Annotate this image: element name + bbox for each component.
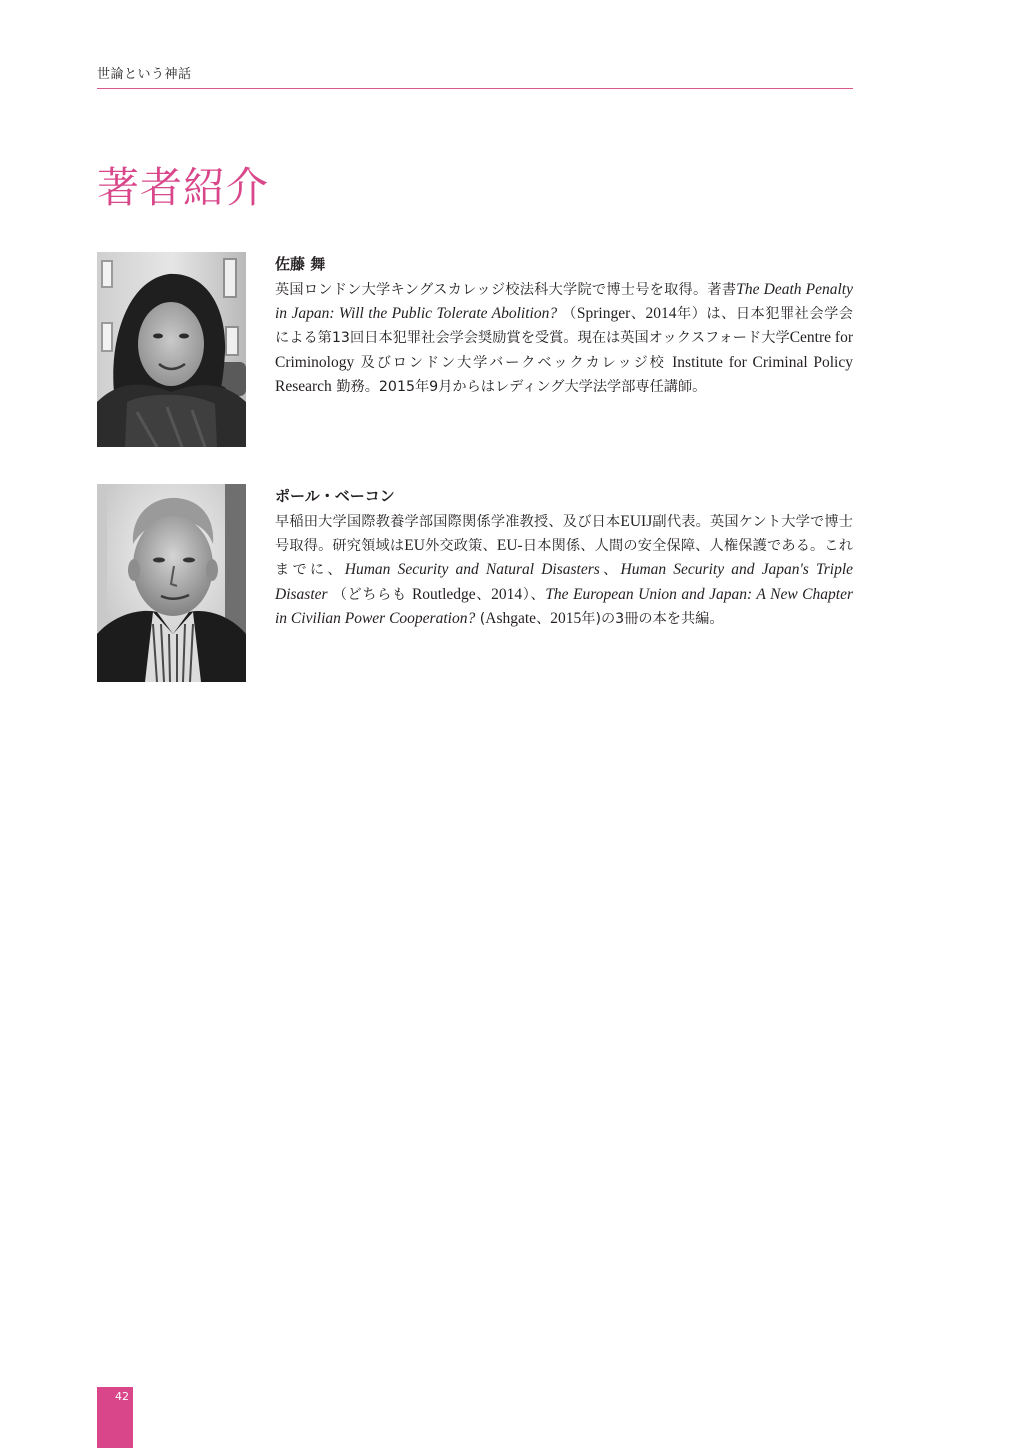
running-header: 世論という神話: [97, 67, 192, 82]
bio-latin-text: 2014: [491, 585, 523, 603]
bio-latin-text: Institute for Criminal Policy Research: [275, 353, 853, 395]
page-title: 著者紹介: [97, 163, 270, 212]
bio-latin-text: 2014: [645, 305, 677, 323]
bio-latin-text: Springer: [576, 305, 631, 323]
bio-text-segment: 日本関係、人間の安全保障、人権保護である。これまでに、: [275, 538, 853, 579]
bio-text-segment: 、: [599, 562, 621, 579]
page-number-tab: [97, 1387, 133, 1448]
book-title: The Death Penalty in Japan: Will the Public Tolerate Abolition?: [275, 281, 853, 323]
bio-text-segment: 年)の3冊の本を共編。: [581, 610, 724, 627]
author-name: 佐藤 舞: [275, 255, 326, 273]
author-photo-woman: [97, 252, 246, 447]
bio-text-segment: 外交政策、: [424, 538, 497, 555]
bio-latin-text: Centre for Criminology: [275, 329, 854, 371]
bio-text-segment: 年）は、日本犯罪社会学会による第13回日本犯罪社会学会奨励賞を受賞。現在は英国オックスフォード大学: [275, 306, 853, 347]
bio-text-segment: （どちらも: [327, 586, 412, 603]
bio-latin-text: Routledge: [411, 585, 476, 603]
author-bio: [275, 252, 853, 399]
author-bio: [275, 484, 853, 631]
author-name: ポール・ベーコン: [275, 487, 395, 505]
author-entry: [97, 484, 853, 684]
book-title: Human Security and Natural Disasters: [344, 561, 600, 579]
bio-text-segment: 英国ロンドン大学キングスカレッジ校法科大学院で博士号を取得。著書: [275, 282, 737, 298]
book-title: The European Union and Japan: A New Chapter in Civilian Power Cooperation?: [275, 585, 853, 627]
bio-text-segment: ）、: [522, 586, 546, 603]
bio-text-segment: 及びロンドン大学バークベックカレッジ校: [354, 354, 673, 371]
author-photo-man: [97, 484, 246, 682]
page-number: 42: [115, 1390, 129, 1403]
bio-latin-text: 2015: [550, 609, 582, 627]
author-bio-text: [275, 510, 853, 631]
bio-latin-text: EU-: [496, 537, 523, 555]
bio-text-segment: 、: [536, 610, 551, 627]
bio-latin-text: EUIJ: [620, 513, 653, 530]
bio-latin-text: Ashgate: [485, 609, 537, 627]
bio-text-segment: 副代表。英国ケント大学で博士号取得。研究領域は: [275, 514, 853, 555]
bio-text-segment: 、: [475, 586, 492, 603]
bio-text-segment: （: [557, 306, 577, 323]
bio-text-segment: 、: [630, 306, 646, 323]
bio-latin-text: EU: [404, 537, 425, 555]
author-bio-text: [275, 278, 853, 399]
bio-text-segment: 早稲田大学国際教養学部国際関係学准教授、及び日本: [275, 514, 621, 530]
bio-text-segment: (: [475, 610, 486, 627]
header-rule: [97, 88, 853, 89]
author-entry: [97, 252, 853, 448]
bio-text-segment: 勤務。2015年9月からはレディング大学法学部専任講師。: [331, 378, 707, 395]
book-title: Human Security and Japan's Triple Disaster: [275, 561, 854, 603]
